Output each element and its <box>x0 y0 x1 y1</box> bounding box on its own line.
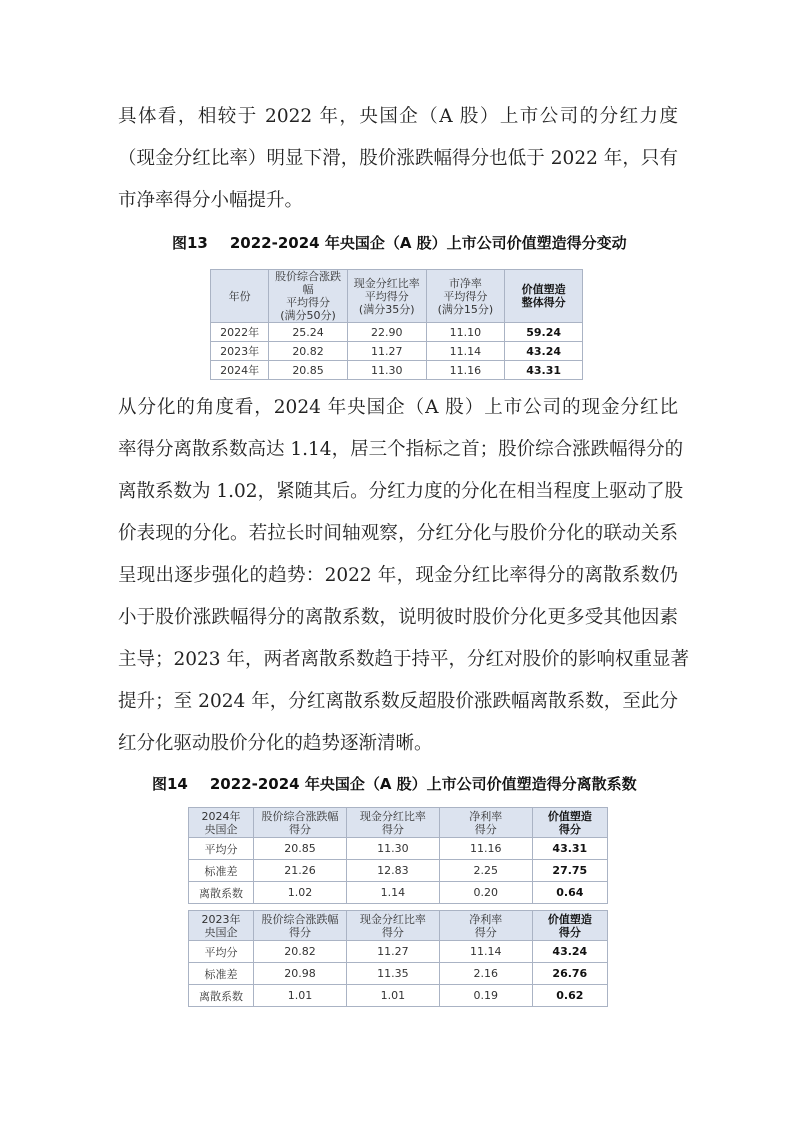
paragraph-1 <box>118 96 678 222</box>
column-header <box>254 808 347 838</box>
column-header <box>346 911 439 941</box>
header-line: 净利率 <box>469 809 503 823</box>
table-cell: 平均分 <box>189 941 254 963</box>
table-row <box>189 860 608 882</box>
header-line: 平均得分 <box>364 289 409 303</box>
header-row <box>189 911 608 941</box>
header-line: 年份 <box>228 289 251 303</box>
table-cell: 20.85 <box>269 361 348 380</box>
table-cell: 12.83 <box>346 860 439 882</box>
header-line: 现金分红比率 <box>359 809 426 823</box>
table-cell: 20.85 <box>254 838 347 860</box>
header-line: (满分15分) <box>437 302 494 316</box>
text-line: 市净率得分小幅提升。 <box>118 190 304 211</box>
table-cell: 21.26 <box>254 860 347 882</box>
header-line: 得分 <box>474 822 497 836</box>
table-cell: 0.64 <box>532 882 607 904</box>
table-cell: 11.30 <box>346 838 439 860</box>
column-header <box>532 808 607 838</box>
text-line: 从分化的角度看，2024 年央国企（A 股）上市公司的现金分红比 <box>118 397 678 418</box>
table-cell: 2022年 <box>211 323 269 342</box>
header-line: 股价综合涨跌幅 <box>275 270 342 296</box>
header-line: 得分 <box>381 822 404 836</box>
header-line: 得分 <box>558 925 581 939</box>
header-line: 价值塑造 <box>521 283 566 296</box>
header-line: 平均得分 <box>286 296 331 309</box>
table-cell: 0.62 <box>532 985 607 1007</box>
table-row <box>189 985 608 1007</box>
table-cell: 11.30 <box>347 361 426 380</box>
table-cell: 11.16 <box>439 838 532 860</box>
header-line: 平均得分 <box>443 289 488 303</box>
column-header <box>505 270 583 323</box>
column-header <box>347 270 426 323</box>
paragraph-2 <box>118 387 689 765</box>
column-header <box>439 808 532 838</box>
table-cell: 11.27 <box>346 941 439 963</box>
table-row <box>189 838 608 860</box>
text-line: 呈现出逐步强化的趋势：2022 年，现金分红比率得分的离散系数仍 <box>118 565 678 586</box>
table-cell: 0.19 <box>439 985 532 1007</box>
header-line: 央国企 <box>204 822 238 836</box>
table-cell: 2.25 <box>439 860 532 882</box>
table-cell: 离散系数 <box>189 882 254 904</box>
table-row <box>211 323 583 342</box>
table-cell: 1.01 <box>254 985 347 1007</box>
header-line: 净利率 <box>469 912 503 926</box>
table-cell: 2023年 <box>211 342 269 361</box>
header-line: 整体得分 <box>521 296 566 309</box>
table-cell: 20.82 <box>254 941 347 963</box>
table-cell: 43.24 <box>505 342 583 361</box>
header-line: (满分50分) <box>280 309 336 322</box>
table-cell: 59.24 <box>505 323 583 342</box>
table-cell: 11.10 <box>426 323 505 342</box>
column-header <box>532 911 607 941</box>
figure-13-caption <box>172 232 627 253</box>
header-line: (满分35分) <box>358 302 415 316</box>
figure-number: 图14 <box>152 775 188 793</box>
table-cell: 11.14 <box>439 941 532 963</box>
header-line: 2023年 <box>201 912 241 926</box>
header-line: 市净率 <box>448 276 482 290</box>
figure-number: 图13 <box>172 234 208 252</box>
column-header <box>189 911 254 941</box>
table-cell: 1.01 <box>346 985 439 1007</box>
table-cell: 2.16 <box>439 963 532 985</box>
figure-14-caption <box>152 773 637 794</box>
table-cell: 20.98 <box>254 963 347 985</box>
table-cell: 25.24 <box>269 323 348 342</box>
header-row <box>211 270 583 323</box>
table-cell: 11.27 <box>347 342 426 361</box>
column-header <box>346 808 439 838</box>
table-cell: 标准差 <box>189 963 254 985</box>
column-header <box>439 911 532 941</box>
figure-title: 2022-2024 年央国企（A 股）上市公司价值塑造得分离散系数 <box>209 775 637 793</box>
header-line: 价值塑造 <box>547 912 592 926</box>
table-row <box>211 361 583 380</box>
column-header <box>254 911 347 941</box>
header-line: 现金分红比率 <box>359 912 426 926</box>
text-line: 主导；2023 年，两者离散系数趋于持平，分红对股价的影响权重显著 <box>118 649 689 670</box>
table-cell: 平均分 <box>189 838 254 860</box>
header-line: 股价综合涨跌幅 <box>261 912 339 926</box>
header-line: 得分 <box>558 822 581 836</box>
figure-title: 2022-2024 年央国企（A 股）上市公司价值塑造得分变动 <box>229 234 627 252</box>
header-line: 价值塑造 <box>547 809 592 823</box>
table-row <box>211 342 583 361</box>
table-cell: 11.14 <box>426 342 505 361</box>
text-line: 率得分离散系数高达 1.14，居三个指标之首；股价综合涨跌幅得分的 <box>118 439 684 460</box>
header-line: 得分 <box>474 925 497 939</box>
text-line: 提升；至 2024 年，分红离散系数反超股价涨跌幅离散系数，至此分 <box>118 691 678 712</box>
header-line: 得分 <box>381 925 404 939</box>
table-cell: 0.20 <box>439 882 532 904</box>
column-header <box>189 808 254 838</box>
figure-14-table-2023 <box>188 910 608 1007</box>
column-header <box>269 270 348 323</box>
table-cell: 43.31 <box>505 361 583 380</box>
table-cell: 1.14 <box>346 882 439 904</box>
header-line: 股价综合涨跌幅 <box>261 809 339 823</box>
text-line: 具体看，相较于 2022 年，央国企（A 股）上市公司的分红力度 <box>118 106 678 127</box>
table-cell: 43.24 <box>532 941 607 963</box>
table-cell: 22.90 <box>347 323 426 342</box>
header-line: 得分 <box>288 822 311 836</box>
table-row <box>189 941 608 963</box>
table-cell: 11.16 <box>426 361 505 380</box>
text-line: 离散系数为 1.02，紧随其后。分红力度的分化在相当程度上驱动了股 <box>118 481 684 502</box>
table-cell: 27.75 <box>532 860 607 882</box>
text-line: （现金分红比率）明显下滑，股价涨跌幅得分也低于 2022 年，只有 <box>118 148 678 169</box>
column-header <box>211 270 269 323</box>
table-cell: 11.35 <box>346 963 439 985</box>
text-line: 价表现的分化。若拉长时间轴观察，分红分化与股价分化的联动关系 <box>118 523 678 544</box>
header-line: 现金分红比率 <box>353 276 420 290</box>
column-header <box>426 270 505 323</box>
table-cell: 标准差 <box>189 860 254 882</box>
figure-13-table <box>210 269 583 380</box>
text-line: 红分化驱动股价分化的趋势逐渐清晰。 <box>118 733 433 754</box>
table-cell: 43.31 <box>532 838 607 860</box>
table-row <box>189 882 608 904</box>
table-cell: 20.82 <box>269 342 348 361</box>
table-cell: 26.76 <box>532 963 607 985</box>
table-row <box>189 963 608 985</box>
text-line: 小于股价涨跌幅得分的离散系数，说明彼时股价分化更多受其他因素 <box>118 607 678 628</box>
header-line: 央国企 <box>204 925 238 939</box>
table-cell: 1.02 <box>254 882 347 904</box>
header-row <box>189 808 608 838</box>
header-line: 得分 <box>288 925 311 939</box>
header-line: 2024年 <box>201 809 241 823</box>
table-cell: 2024年 <box>211 361 269 380</box>
figure-14-table-2024 <box>188 807 608 904</box>
table-cell: 离散系数 <box>189 985 254 1007</box>
